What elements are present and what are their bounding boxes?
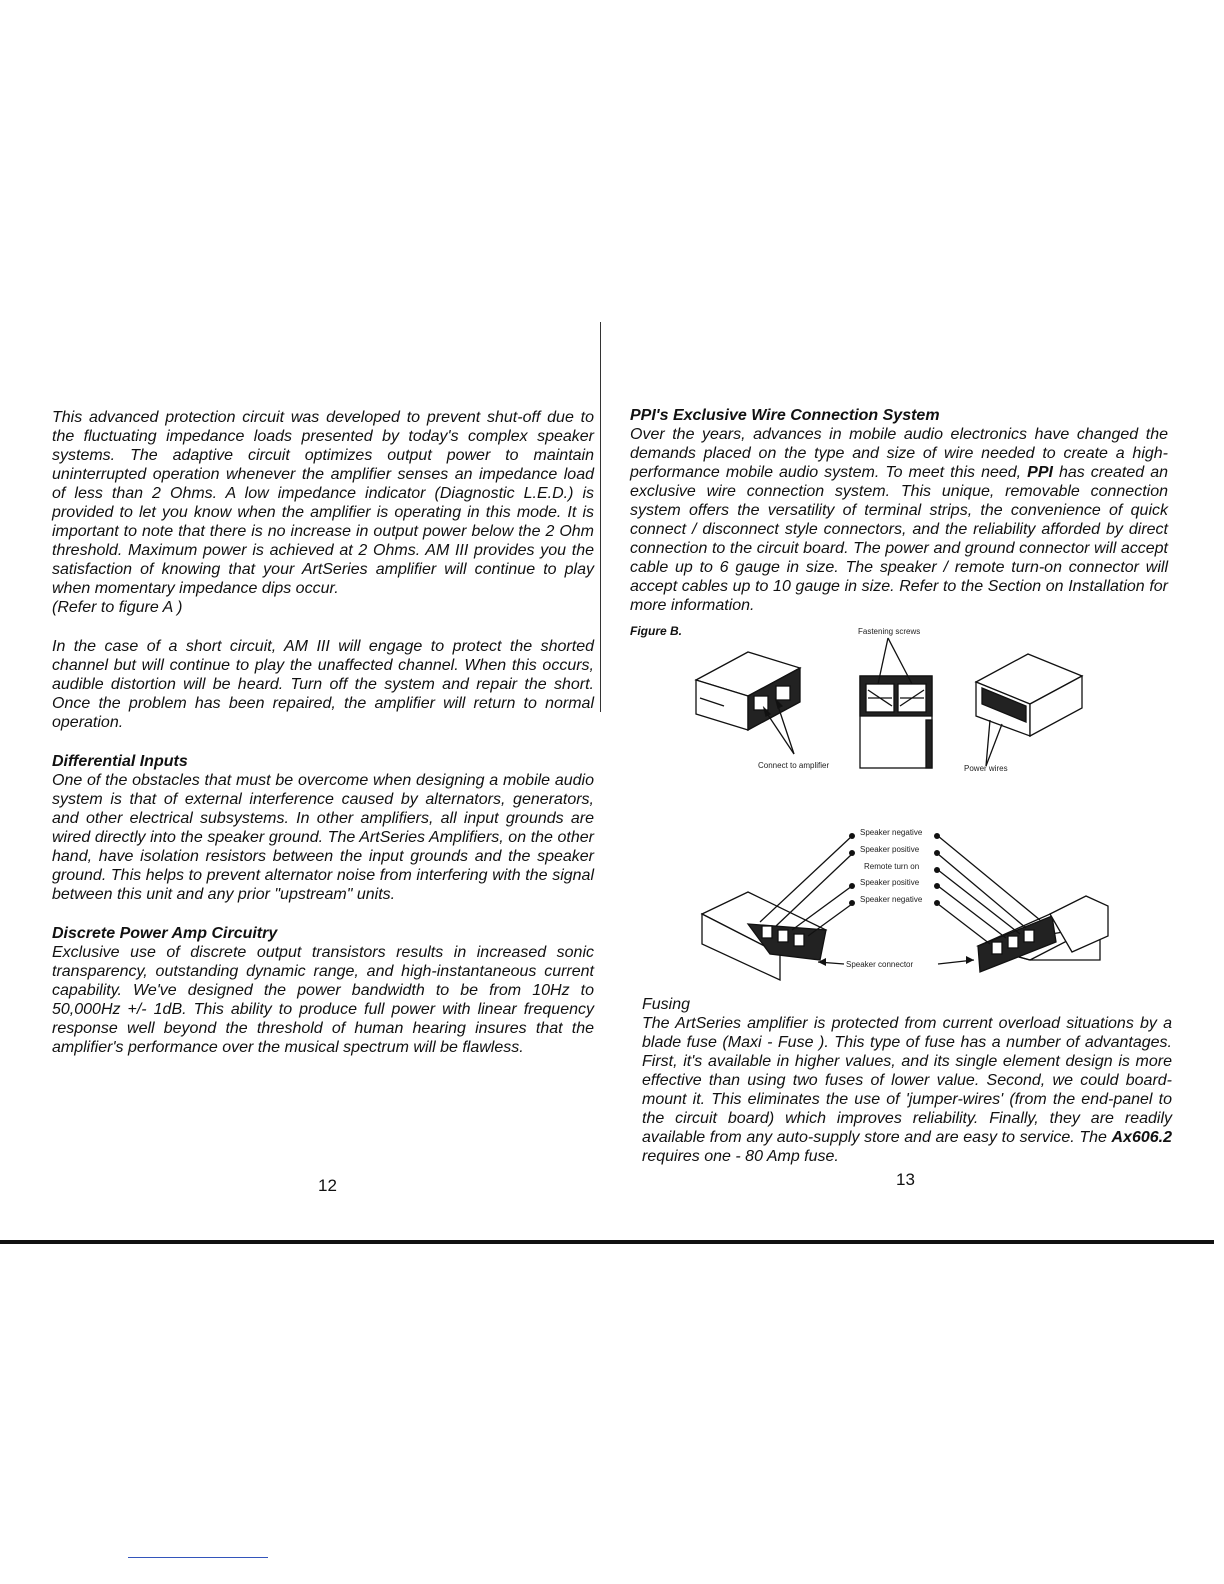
discrete-circuitry-paragraph: Exclusive use of discrete output transistors results in increased sonic transparency, outstanding dynamic range, and high-instantaneous current capability. We've designed the power bandwidth to be from 10Hz to 50,000Hz +/- 1dB. This ability to produce full power with linear frequency response well beyond the threshold of human hearing insures that the amplifier's performance over the musical spectrum will be flawless.: [52, 944, 594, 1056]
connect-to-amplifier-label: Connect to amplifier: [758, 761, 830, 770]
differential-inputs-paragraph: One of the obstacles that must be overcome when designing a mobile audio system is that of external interference caused by alternators, generators, and other electrical subsystems. In other amplifiers, all input grounds are wired directly into the speaker ground. The ArtSeries Amplifiers, on the other hand, have isolation resistors between the input grounds and the speaker ground. This helps to prevent alternator noise from interfering with the signal between this unit and any prior "upstream" units.: [52, 772, 594, 903]
pin-label-1: Speaker negative: [860, 828, 923, 837]
figure-label: Figure B.: [630, 624, 683, 638]
right-page-upper: [630, 406, 1168, 615]
connect-arrow-left: [778, 706, 794, 754]
page-number-left: 12: [318, 1176, 337, 1195]
wire-connection-heading: PPI's Exclusive Wire Connection System: [630, 407, 940, 424]
pin-label-2: Speaker positive: [860, 845, 920, 854]
fusing-paragraph: The ArtSeries amplifier is protected from current overload situations by a blade fuse (Maxi - Fuse ). This type of fuse has a number of advantages. First, it's available in higher values, and its single element design is more effective than using two fuses of lower value. Second, we could board-mount it. This eliminates the use of 'jumper-wires' (from the end-panel to the circuit board) which improves reliability. Finally, they are readily available from any auto-supply store and are easy to service. The Ax606.2 requires one - 80 Amp fuse.: [642, 1015, 1172, 1165]
footnote-line: [128, 1557, 268, 1558]
brand-name: PPI: [1027, 464, 1053, 481]
page-divider: [600, 322, 601, 712]
short-circuit-paragraph: In the case of a short circuit, AM III will engage to protect the shorted channel but will continue to play the unaffected channel. When this occurs, audible distortion will be heard. Turn off the system and repair the short. Once the problem has been repaired, the amplifier will return to normal operation.: [52, 638, 594, 731]
figure-b: [630, 624, 1190, 996]
discrete-circuitry-heading: Discrete Power Amp Circuitry: [52, 925, 278, 942]
power-wires-label: Power wires: [964, 764, 1008, 773]
bottom-rule: [0, 1240, 1214, 1244]
left-page: [52, 408, 594, 1057]
protection-paragraph: This advanced protection circuit was developed to prevent shut-off due to the fluctuating impedance loads presented by today's complex speaker systems. The adaptive circuit optimizes output power to maintain uninterrupted operation whenever the amplifier senses an impedance load of less than 2 Ohms. A low impedance indicator (Diagnostic L.E.D.) is provided to let you know when the amplifier is operating in this mode. It is important to note that there is no increase in output power below the 2 Ohm threshold. Maximum power is achieved at 2 Ohms. AM III provides you the satisfaction of knowing that your ArtSeries amplifier will continue to play when momentary impedance dips occur.: [52, 409, 594, 597]
page-number-right: 13: [896, 1170, 915, 1189]
fastening-screws-label: Fastening screws: [858, 627, 921, 636]
pin-label-4: Speaker positive: [860, 878, 920, 887]
differential-inputs-heading: Differential Inputs: [52, 753, 188, 770]
wire-connection-paragraph: Over the years, advances in mobile audio electronics have changed the demands placed on the type and size of wire needed to create a high-performance mobile audio system. To meet this need, PPI has created an exclusive wire connection system. This unique, removable connection system offers the versatility of terminal strips, the convenience of quick connect / disconnect style connectors, and the reliability afforded by direct connection to the circuit board. The power and ground connector will accept cable up to 6 gauge in size. The speaker / remote turn-on connector will accept cables up to 10 gauge in size. Refer to the Section on Installation for more information.: [630, 426, 1168, 614]
right-page-lower: [642, 995, 1172, 1166]
speaker-connector-label: Speaker connector: [846, 960, 914, 969]
figure-a-reference: (Refer to figure A ): [52, 599, 183, 616]
fusing-heading: Fusing: [642, 996, 691, 1013]
pin-label-5: Speaker negative: [860, 895, 923, 904]
pin-label-3: Remote turn on: [864, 862, 920, 871]
model-name: Ax606.2: [1111, 1129, 1172, 1146]
figure-b-drawing: [630, 624, 1190, 996]
